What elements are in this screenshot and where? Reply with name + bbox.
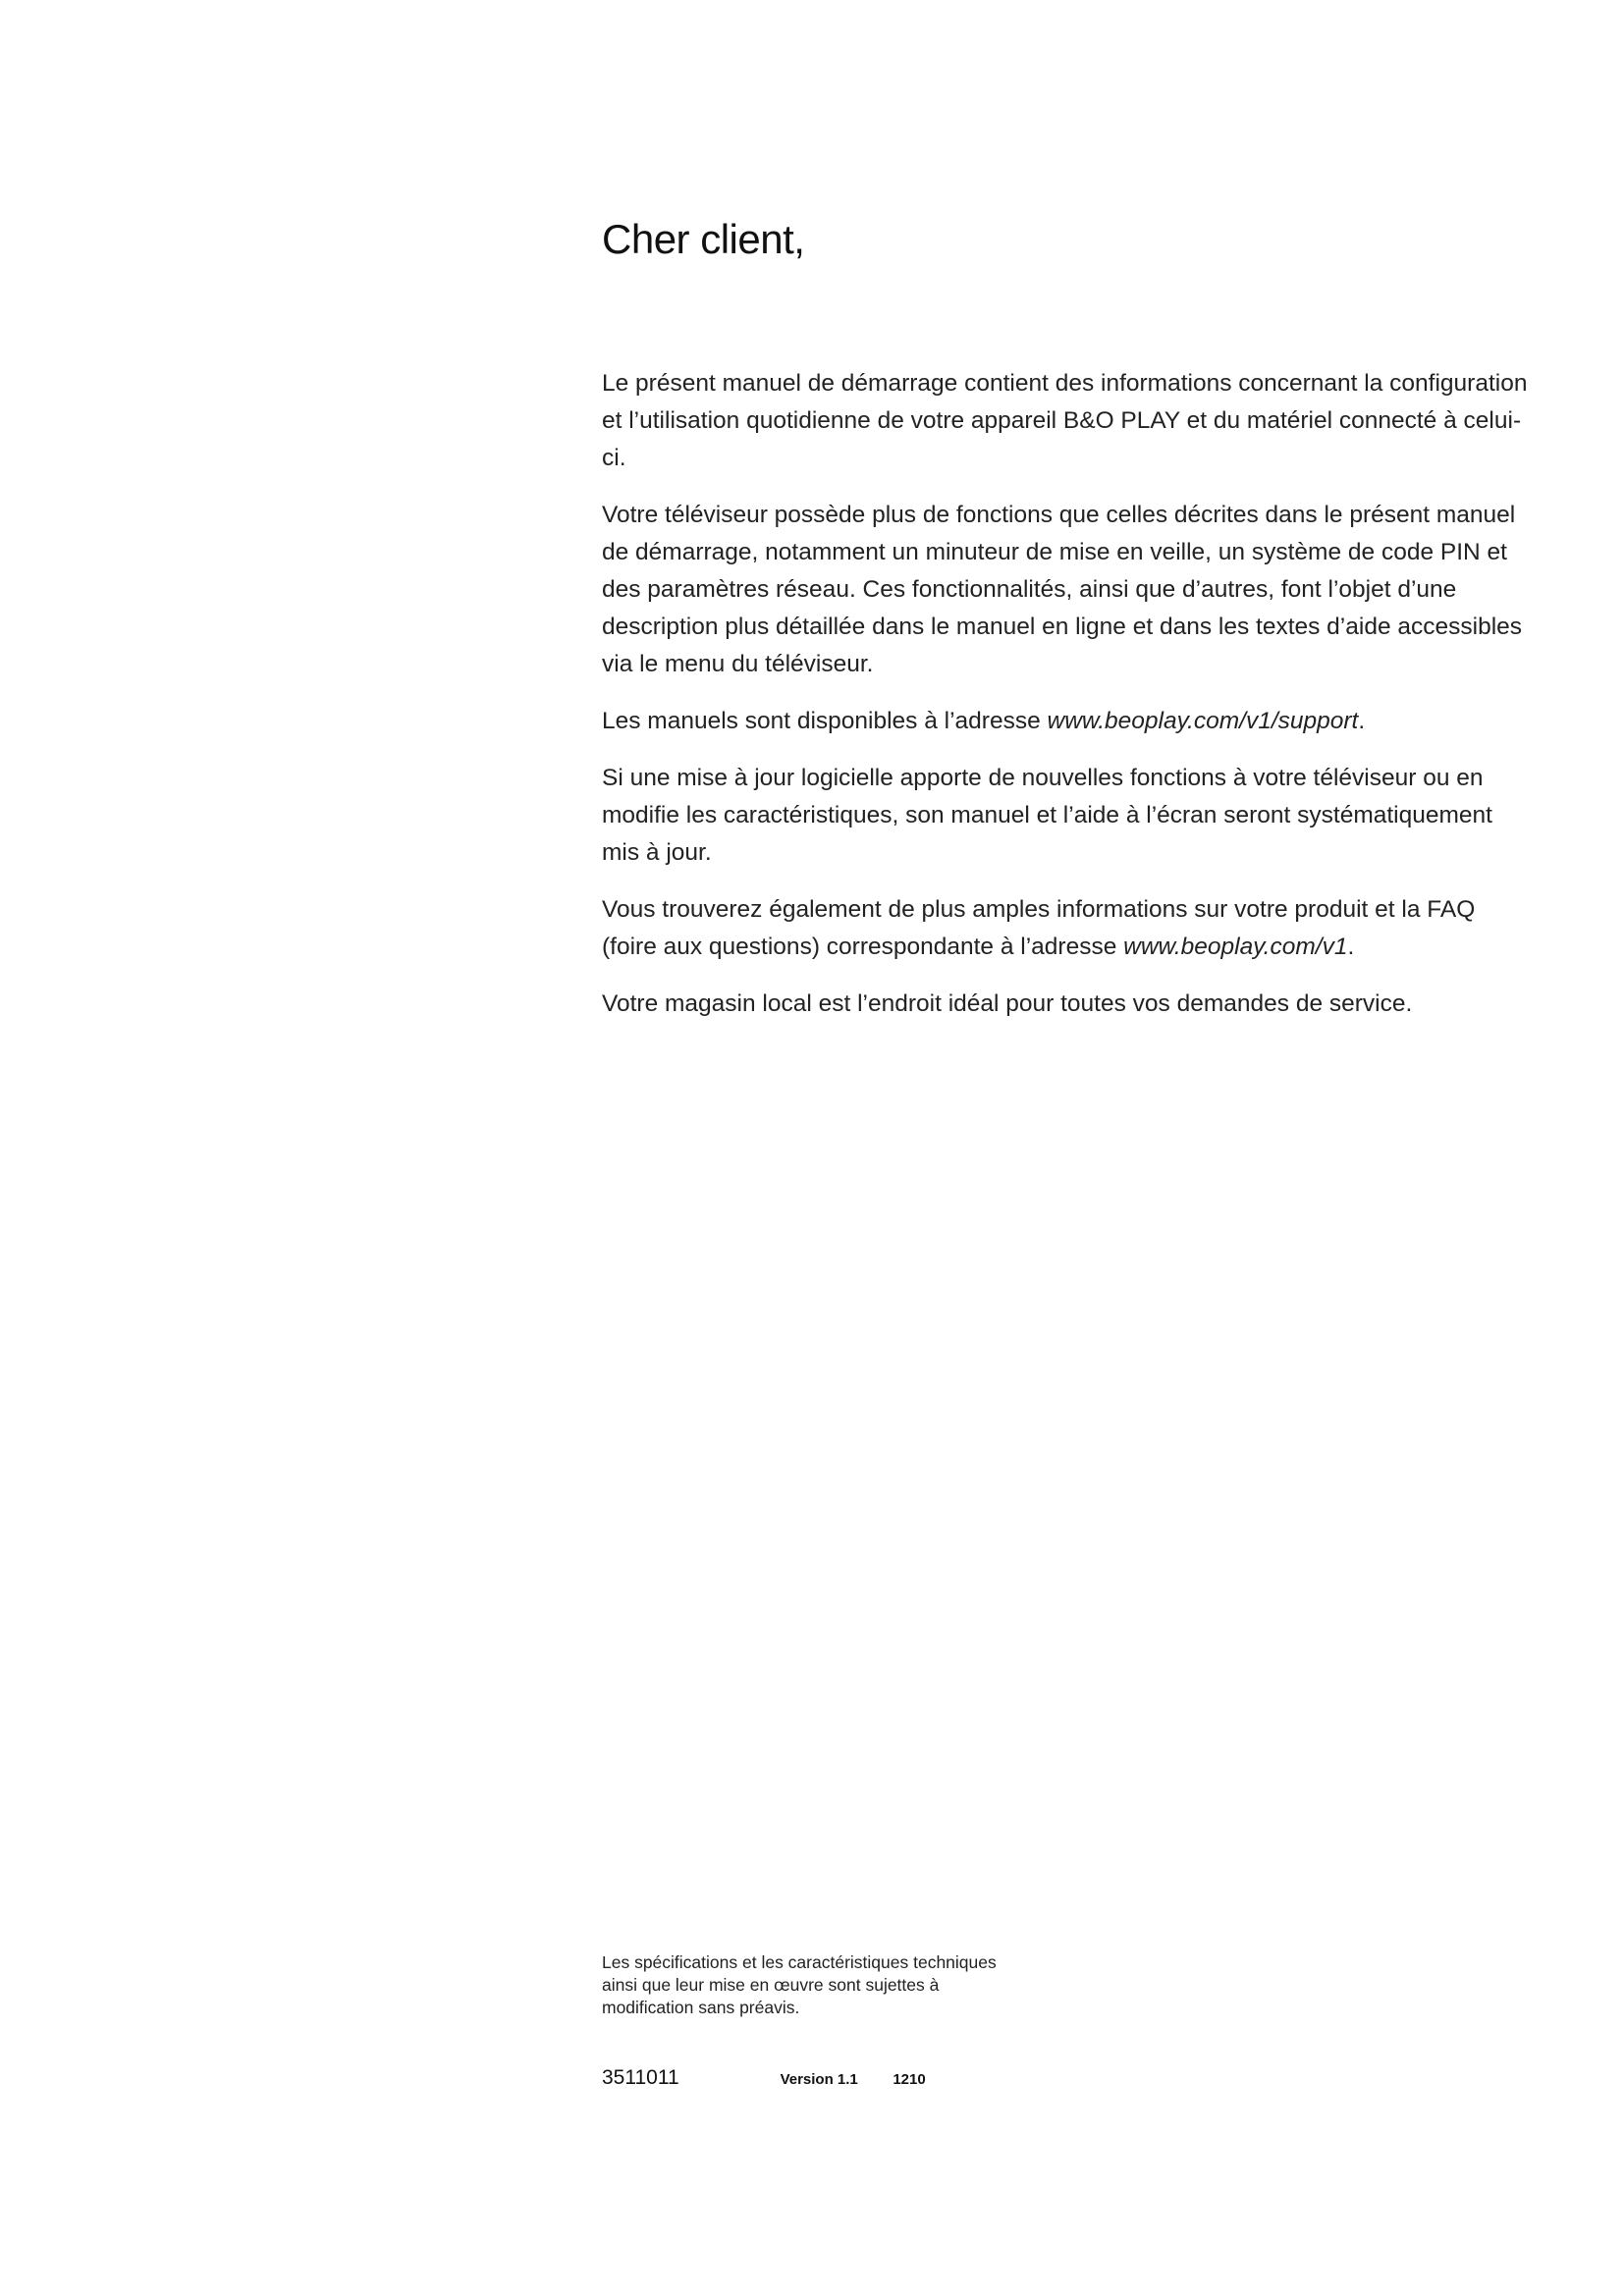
paragraph-faq-text: Vous trouverez également de plus amples informations sur votre produit et la FAQ (foire aux questions) correspondante à l’adresse	[602, 896, 1476, 960]
body-section	[602, 365, 1530, 1042]
document-code: 3511011	[602, 2066, 679, 2089]
paragraph-manuals-end: .	[1358, 708, 1366, 734]
faq-url: www.beoplay.com/v1	[1123, 934, 1348, 960]
header-section	[602, 208, 1530, 271]
page-title: Cher client,	[602, 216, 805, 262]
paragraph-faq-end: .	[1347, 934, 1355, 960]
support-url: www.beoplay.com/v1/support	[1047, 708, 1359, 734]
paragraph-updates: Si une mise à jour logicielle apporte de nouvelles fonctions à votre téléviseur ou en modifie les caractéristiques, son manuel et l’aide à l’écran seront systématiquement mis à jour.	[602, 765, 1492, 866]
paragraph-intro: Le présent manuel de démarrage contient des informations concernant la configuration et l’utilisation quotidienne de votre appareil B&O PLAY et du matériel connecté à celui-ci.	[602, 370, 1528, 471]
paragraph-service: Votre magasin local est l’endroit idéal pour toutes vos demandes de service.	[602, 990, 1413, 1017]
document-meta	[602, 2066, 926, 2090]
document-date: 1210	[893, 2071, 926, 2088]
paragraph-faq	[602, 891, 1530, 966]
document-version: Version 1.1	[780, 2071, 858, 2088]
specifications-notice: Les spécifications et les caractéristiques techniques ainsi que leur mise en œuvre sont sujettes à modification sans préavis.	[602, 1952, 997, 2017]
paragraph-manuals	[602, 703, 1530, 740]
paragraph-features: Votre téléviseur possède plus de fonctions que celles décrites dans le présent manuel de démarrage, notamment un minuteur de mise en veille, un système de code PIN et des paramètres réseau. Ces fonctionnalités, ainsi que d’autres, font l’objet d’une description plus détaillée dans le manuel en ligne et dans les textes d’aide accessibles via le menu du téléviseur.	[602, 502, 1523, 677]
paragraph-manuals-text: Les manuels sont disponibles à l’adresse	[602, 708, 1048, 734]
